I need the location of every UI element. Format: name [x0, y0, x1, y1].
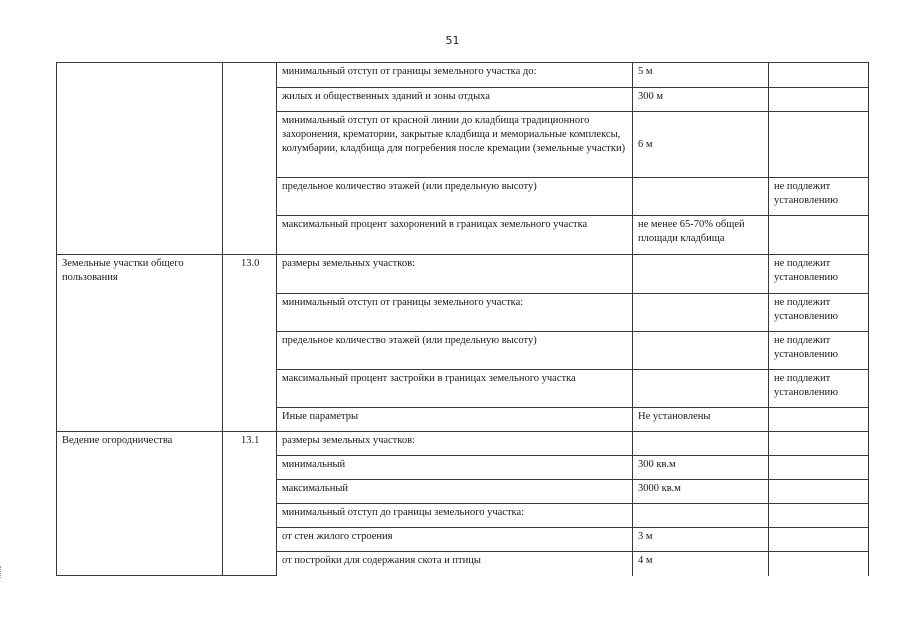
param-cell: максимальный процент застройки в границах земельного участка	[277, 370, 633, 408]
value-cell	[633, 255, 769, 294]
note-cell	[769, 432, 869, 456]
param-cell: от стен жилого строения	[277, 528, 633, 552]
note-cell	[769, 216, 869, 255]
note-cell	[769, 88, 869, 112]
param-cell: предельное количество этажей (или предельную высоту)	[277, 332, 633, 370]
value-cell	[633, 432, 769, 456]
scan-artifact	[0, 566, 3, 578]
value-cell	[633, 504, 769, 528]
note-cell	[769, 112, 869, 178]
param-cell: предельное количество этажей (или предельную высоту)	[277, 178, 633, 216]
param-cell: минимальный	[277, 456, 633, 480]
value-cell: 300 кв.м	[633, 456, 769, 480]
value-cell: не менее 65-70% общей площади кладбища	[633, 216, 769, 255]
note-cell: не подлежит установлению	[769, 332, 869, 370]
note-cell: не подлежит установлению	[769, 178, 869, 216]
note-cell: не подлежит установлению	[769, 255, 869, 294]
value-cell	[633, 178, 769, 216]
value-cell	[633, 370, 769, 408]
param-cell: минимальный отступ от границы земельного участка:	[277, 294, 633, 332]
note-cell	[769, 408, 869, 432]
value-cell: 300 м	[633, 88, 769, 112]
value-cell	[633, 294, 769, 332]
note-cell	[769, 480, 869, 504]
param-cell: минимальный отступ от границы земельного участка до:	[277, 63, 633, 88]
note-cell	[769, 552, 869, 576]
value-cell: Не установлены	[633, 408, 769, 432]
value-cell: 3000 кв.м	[633, 480, 769, 504]
param-cell: Иные параметры	[277, 408, 633, 432]
value-cell: 5 м	[633, 63, 769, 88]
note-cell: не подлежит установлению	[769, 370, 869, 408]
page-number: 51	[445, 34, 460, 47]
param-cell: размеры земельных участков:	[277, 255, 633, 294]
param-cell: размеры земельных участков:	[277, 432, 633, 456]
param-cell: максимальный	[277, 480, 633, 504]
parameters-table	[56, 62, 869, 576]
zone-cell	[57, 63, 223, 255]
table-row	[57, 432, 869, 456]
note-cell	[769, 528, 869, 552]
zone-cell: Земельные участки общего пользования	[57, 255, 223, 432]
value-cell: 6 м	[633, 112, 769, 178]
value-cell: 3 м	[633, 528, 769, 552]
value-cell	[633, 332, 769, 370]
param-cell: минимальный отступ до границы земельного участка:	[277, 504, 633, 528]
param-cell: максимальный процент захоронений в границах земельного участка	[277, 216, 633, 255]
value-cell: 4 м	[633, 552, 769, 576]
code-cell: 13.1	[223, 432, 277, 576]
note-cell	[769, 456, 869, 480]
code-cell	[223, 63, 277, 255]
param-cell: жилых и общественных зданий и зоны отдыха	[277, 88, 633, 112]
zone-cell: Ведение огородничества	[57, 432, 223, 576]
note-cell: не подлежит установлению	[769, 294, 869, 332]
note-cell	[769, 63, 869, 88]
table-row	[57, 63, 869, 88]
param-cell: от постройки для содержания скота и птицы	[277, 552, 633, 576]
note-cell	[769, 504, 869, 528]
code-cell: 13.0	[223, 255, 277, 432]
param-cell: минимальный отступ от красной линии до кладбища традиционного захоронения, крематории, закрытые кладбища и мемориальные комплексы, колумбарии, кладбища для погребения после кремации (земельные участки)	[277, 112, 633, 178]
table-row	[57, 255, 869, 294]
